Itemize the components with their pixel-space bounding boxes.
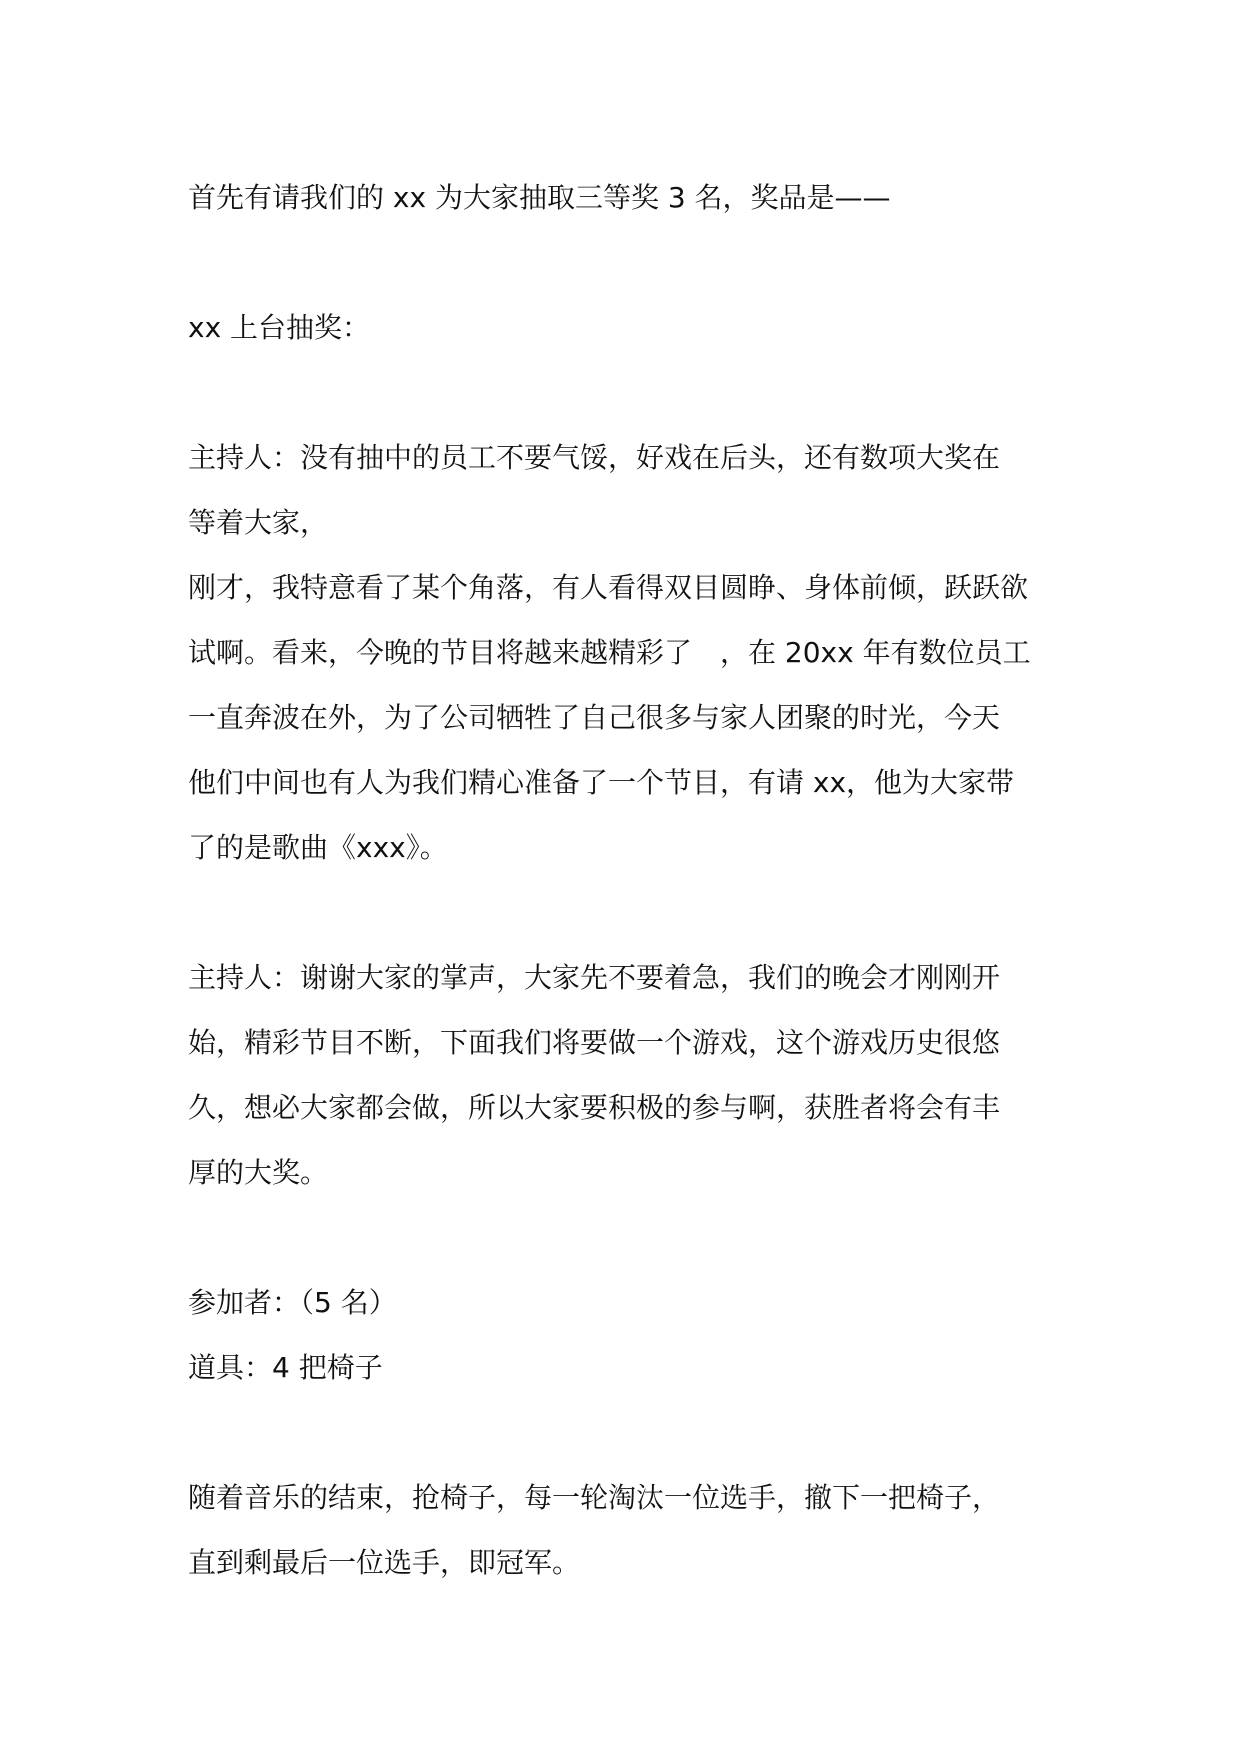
paragraph-host-game-intro	[188, 945, 1068, 1205]
text-line: 始，精彩节目不断，下面我们将要做一个游戏，这个游戏历史很悠	[188, 1026, 1001, 1059]
text-line: xx 上台抽奖：	[188, 311, 371, 344]
text-line: 直到剩最后一位选手，即冠军。	[188, 1546, 581, 1579]
paragraph-participants-props	[188, 1270, 1068, 1400]
text-line: 等着大家，	[188, 506, 329, 539]
text-line: 道具：4 把椅子	[188, 1351, 383, 1384]
text-line: 随着音乐的结束，抢椅子，每一轮淘汰一位选手，撤下一把椅子，	[188, 1481, 1001, 1514]
text-line: 一直奔波在外，为了公司牺牲了自己很多与家人团聚的时光，今天	[188, 701, 1001, 734]
paragraph-host-encouragement	[188, 425, 1068, 880]
text-line: 参加者：（5 名）	[188, 1286, 397, 1319]
text-line: 主持人：谢谢大家的掌声，大家先不要着急，我们的晚会才刚刚开	[188, 961, 1001, 994]
paragraph-game-rules	[188, 1465, 1068, 1595]
text-line: 首先有请我们的 xx 为大家抽取三等奖 3 名，奖品是——	[188, 181, 891, 214]
text-line: 试啊。看来，今晚的节目将越来越精彩了 ，在 20xx 年有数位员工	[188, 636, 1031, 669]
text-line: 他们中间也有人为我们精心准备了一个节目，有请 xx，他为大家带	[188, 766, 1015, 799]
text-line: 久，想必大家都会做，所以大家要积极的参与啊，获胜者将会有丰	[188, 1091, 1001, 1124]
text-line: 了的是歌曲《xxx》。	[188, 831, 448, 864]
text-line: 刚才，我特意看了某个角落，有人看得双目圆睁、身体前倾，跃跃欲	[188, 571, 1029, 604]
text-line: 厚的大奖。	[188, 1156, 329, 1189]
paragraph-draw-third-prize	[188, 165, 1068, 230]
paragraph-draw-on-stage	[188, 295, 1068, 360]
text-line: 主持人：没有抽中的员工不要气馁，好戏在后头，还有数项大奖在	[188, 441, 1001, 474]
